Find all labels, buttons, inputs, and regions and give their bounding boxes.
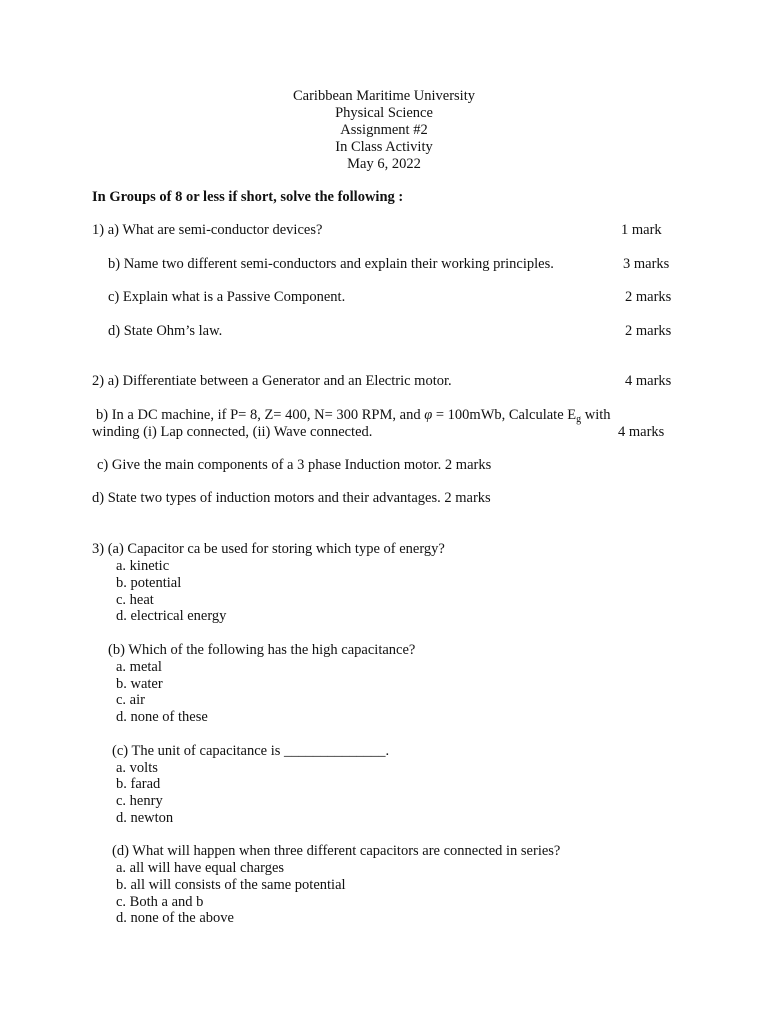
q3d-option: c. Both a and b bbox=[116, 894, 204, 910]
q2b-marks: 4 marks bbox=[618, 424, 665, 440]
q3c-option: c. henry bbox=[116, 793, 163, 809]
q3a-option: b. potential bbox=[116, 575, 182, 591]
q2b-subscript: g bbox=[576, 414, 582, 425]
university-name: Caribbean Maritime University bbox=[292, 88, 475, 104]
q2b-text-post: with bbox=[581, 407, 611, 423]
q3d-question: (d) What will happen when three different capacitors are connected in series? bbox=[112, 843, 561, 859]
q3b-option: c. air bbox=[116, 692, 145, 708]
q1b-marks: 3 marks bbox=[623, 256, 670, 272]
q3a-option: a. kinetic bbox=[116, 558, 170, 574]
q1c-text: c) Explain what is a Passive Component. bbox=[108, 289, 346, 305]
q3d-option: a. all will have equal charges bbox=[116, 860, 285, 876]
q3b-option: b. water bbox=[116, 676, 163, 692]
q2c-text: c) Give the main components of a 3 phase Induction motor. 2 marks bbox=[97, 457, 492, 473]
q2a-text: 2) a) Differentiate between a Generator and an Electric motor. bbox=[92, 373, 452, 389]
q2a-marks: 4 marks bbox=[625, 373, 672, 389]
q2b-text-pre: b) In a DC machine, if P= 8, Z= 400, N= 300 RPM, and bbox=[96, 407, 425, 423]
instruction: In Groups of 8 or less if short, solve the following : bbox=[92, 189, 404, 205]
q3b-option: a. metal bbox=[116, 659, 162, 675]
q3a-option: d. electrical energy bbox=[116, 608, 227, 624]
q3c-option: d. newton bbox=[116, 810, 174, 826]
q3b-option: d. none of these bbox=[116, 709, 208, 725]
q2b-text-mid: = 100mWb, Calculate E bbox=[432, 407, 577, 423]
q1b-text: b) Name two different semi-conductors and explain their working principles. bbox=[108, 256, 554, 272]
q2b-line1 bbox=[96, 407, 611, 425]
q2d-text: d) State two types of induction motors and their advantages. 2 marks bbox=[92, 490, 491, 506]
q3c-option: a. volts bbox=[116, 760, 158, 776]
activity-label: In Class Activity bbox=[335, 139, 433, 155]
q1a-marks: 1 mark bbox=[621, 222, 662, 238]
q3a-question: 3) (a) Capacitor ca be used for storing which type of energy? bbox=[92, 541, 445, 557]
date-label: May 6, 2022 bbox=[347, 156, 421, 172]
q1d-text: d) State Ohm’s law. bbox=[108, 323, 223, 339]
q3a-option: c. heat bbox=[116, 592, 154, 608]
q3b-question: (b) Which of the following has the high capacitance? bbox=[108, 642, 416, 658]
q3c-option: b. farad bbox=[116, 776, 161, 792]
course-name: Physical Science bbox=[335, 105, 433, 121]
q2b-line2: winding (i) Lap connected, (ii) Wave connected. bbox=[92, 424, 373, 440]
q1d-marks: 2 marks bbox=[625, 323, 672, 339]
q3c-question: (c) The unit of capacitance is ______________. bbox=[112, 743, 390, 759]
q1c-marks: 2 marks bbox=[625, 289, 672, 305]
q3d-option: b. all will consists of the same potential bbox=[116, 877, 346, 893]
q3d-option: d. none of the above bbox=[116, 910, 234, 926]
phi-symbol: φ bbox=[424, 407, 433, 423]
q1a-text: 1) a) What are semi-conductor devices? bbox=[92, 222, 323, 238]
assignment-number: Assignment #2 bbox=[340, 122, 428, 138]
